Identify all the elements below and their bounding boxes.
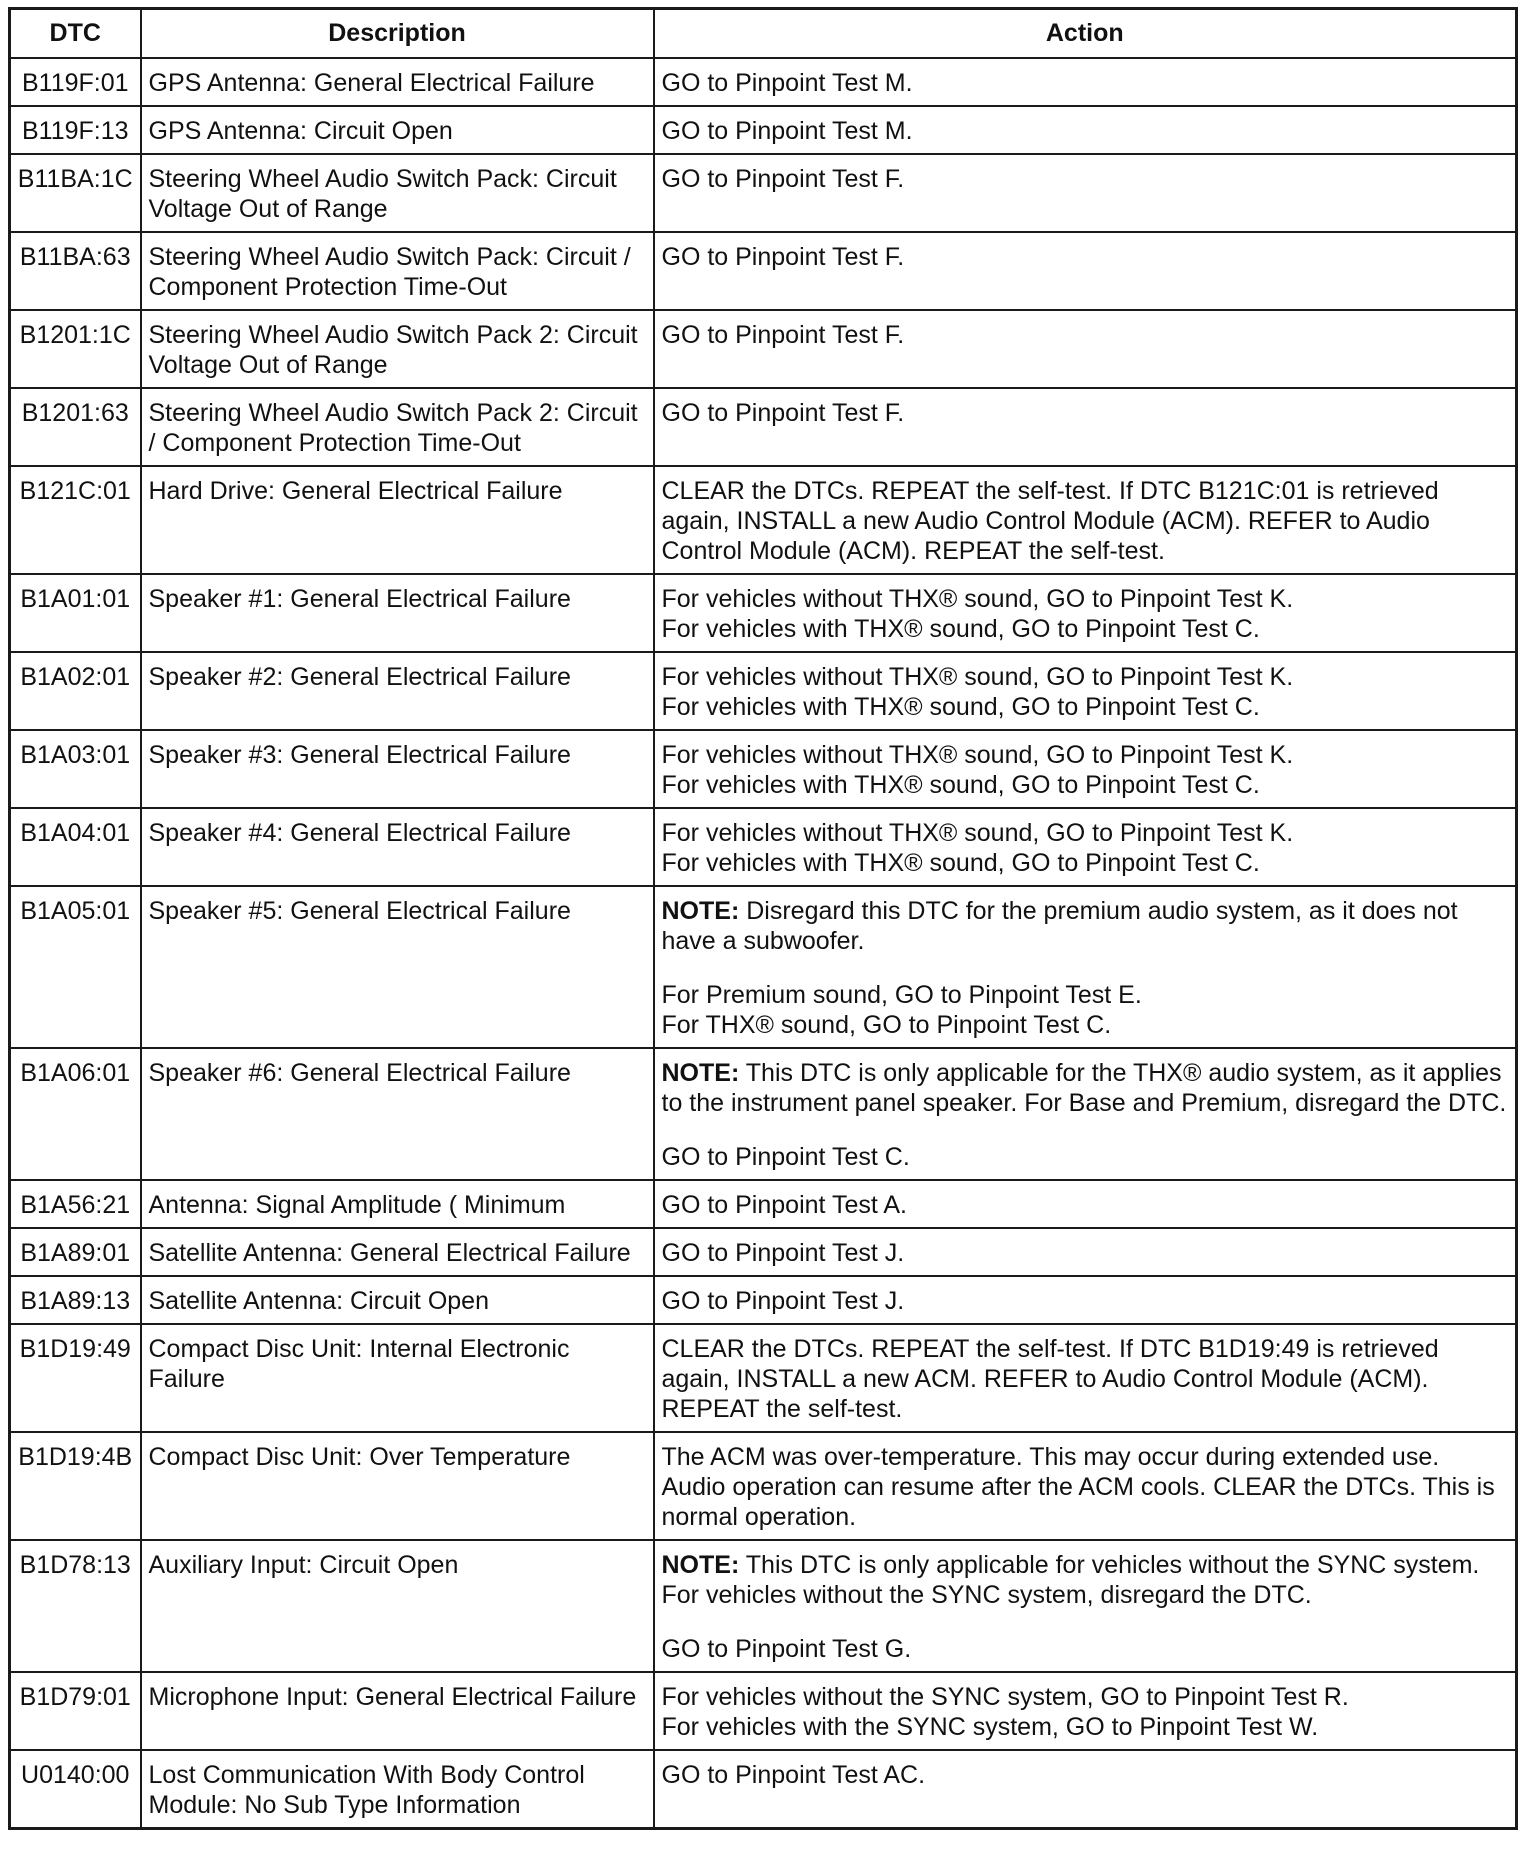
description-cell: Speaker #4: General Electrical Failure [141, 808, 654, 886]
action-paragraph [662, 1058, 1509, 1118]
header-dtc: DTC [10, 9, 141, 59]
action-cell [654, 1048, 1517, 1180]
table-row [10, 1750, 1517, 1829]
description-cell: Steering Wheel Audio Switch Pack: Circuit / Component Protection Time-Out [141, 232, 654, 310]
description-cell: GPS Antenna: General Electrical Failure [141, 58, 654, 106]
action-line: GO to Pinpoint Test A. [661, 1191, 908, 1219]
action-line: For vehicles with the SYNC system, GO to Pinpoint Test W. [661, 1713, 1319, 1741]
dtc-code-cell: B1A06:01 [10, 1048, 141, 1180]
action-line: GO to Pinpoint Test F. [661, 399, 905, 427]
action-cell [654, 574, 1517, 652]
table-header-row [10, 9, 1517, 59]
action-line: CLEAR the DTCs. REPEAT the self-test. If DTC B1D19:49 is retrieved again, INSTALL a new ACM. REFER to Audio Control Module (ACM). REPEAT the self-test. [661, 1335, 1439, 1423]
action-line: For vehicles without THX® sound, GO to Pinpoint Test K. [661, 663, 1294, 691]
action-paragraph [662, 584, 1509, 644]
dtc-code-cell: B1A05:01 [10, 886, 141, 1048]
description-cell: Hard Drive: General Electrical Failure [141, 466, 654, 574]
note-text: This DTC is only applicable for vehicles without the SYNC system. For vehicles without the SYNC system, disregard the DTC. [661, 1551, 1487, 1609]
dtc-code-cell: B1D19:49 [10, 1324, 141, 1432]
action-paragraph [662, 662, 1509, 722]
dtc-code-cell: U0140:00 [10, 1750, 141, 1829]
dtc-code-cell: B121C:01 [10, 466, 141, 574]
action-cell [654, 466, 1517, 574]
description-cell: Satellite Antenna: General Electrical Failure [141, 1228, 654, 1276]
action-paragraph [662, 896, 1509, 956]
action-cell [654, 1180, 1517, 1228]
table-row [10, 106, 1517, 154]
action-paragraph [662, 740, 1509, 800]
table-row [10, 1672, 1517, 1750]
description-cell: Speaker #6: General Electrical Failure [141, 1048, 654, 1180]
note-text: Disregard this DTC for the premium audio system, as it does not have a subwoofer. [661, 897, 1465, 955]
table-row [10, 1276, 1517, 1324]
description-cell: Antenna: Signal Amplitude ( Minimum [141, 1180, 654, 1228]
action-cell [654, 808, 1517, 886]
dtc-code-cell: B1A01:01 [10, 574, 141, 652]
action-paragraph [662, 68, 1509, 98]
action-line: GO to Pinpoint Test J. [661, 1239, 905, 1267]
table-row [10, 574, 1517, 652]
dtc-code-cell: B1A02:01 [10, 652, 141, 730]
action-line: GO to Pinpoint Test F. [661, 321, 905, 349]
action-cell [654, 1672, 1517, 1750]
table-row [10, 1432, 1517, 1540]
action-line: For vehicles without THX® sound, GO to Pinpoint Test K. [661, 585, 1294, 613]
header-description: Description [141, 9, 654, 59]
dtc-table [8, 7, 1518, 1830]
dtc-code-cell: B119F:13 [10, 106, 141, 154]
action-line: For vehicles without the SYNC system, GO to Pinpoint Test R. [661, 1683, 1349, 1711]
action-cell [654, 1432, 1517, 1540]
dtc-code-cell: B1A89:13 [10, 1276, 141, 1324]
table-row [10, 886, 1517, 1048]
action-line: For vehicles with THX® sound, GO to Pinpoint Test C. [661, 771, 1260, 799]
action-line [662, 896, 1509, 956]
action-line: For vehicles without THX® sound, GO to Pinpoint Test K. [661, 741, 1294, 769]
action-cell [654, 1276, 1517, 1324]
table-row [10, 652, 1517, 730]
action-paragraph [662, 476, 1509, 566]
action-cell [654, 886, 1517, 1048]
description-cell: Speaker #2: General Electrical Failure [141, 652, 654, 730]
description-cell: Speaker #5: General Electrical Failure [141, 886, 654, 1048]
action-line: GO to Pinpoint Test F. [661, 243, 905, 271]
dtc-code-cell: B11BA:63 [10, 232, 141, 310]
action-paragraph [662, 1550, 1509, 1610]
action-cell [654, 388, 1517, 466]
description-cell: Steering Wheel Audio Switch Pack 2: Circuit Voltage Out of Range [141, 310, 654, 388]
action-paragraph [662, 1682, 1509, 1742]
action-line: GO to Pinpoint Test G. [661, 1635, 912, 1663]
action-paragraph [662, 116, 1509, 146]
description-cell: Lost Communication With Body Control Module: No Sub Type Information [141, 1750, 654, 1829]
description-cell: GPS Antenna: Circuit Open [141, 106, 654, 154]
table-body [10, 58, 1517, 1829]
action-line: For vehicles with THX® sound, GO to Pinpoint Test C. [661, 849, 1260, 877]
action-paragraph [662, 980, 1509, 1040]
table-row [10, 58, 1517, 106]
action-paragraph [662, 1238, 1509, 1268]
table-row [10, 1324, 1517, 1432]
dtc-code-cell: B1D79:01 [10, 1672, 141, 1750]
table-row [10, 466, 1517, 574]
action-paragraph [662, 1334, 1509, 1424]
description-cell: Auxiliary Input: Circuit Open [141, 1540, 654, 1672]
action-line: For THX® sound, GO to Pinpoint Test C. [661, 1011, 1112, 1039]
action-cell [654, 58, 1517, 106]
action-cell [654, 1324, 1517, 1432]
dtc-code-cell: B1A56:21 [10, 1180, 141, 1228]
dtc-code-cell: B1A03:01 [10, 730, 141, 808]
table-row [10, 1048, 1517, 1180]
action-cell [654, 1540, 1517, 1672]
description-cell: Steering Wheel Audio Switch Pack 2: Circuit / Component Protection Time-Out [141, 388, 654, 466]
dtc-code-cell: B1A04:01 [10, 808, 141, 886]
action-line: GO to Pinpoint Test F. [661, 165, 905, 193]
action-cell [654, 730, 1517, 808]
table-row [10, 232, 1517, 310]
table-row [10, 310, 1517, 388]
action-paragraph [662, 398, 1509, 428]
action-line: For Premium sound, GO to Pinpoint Test E. [661, 981, 1142, 1009]
action-line: GO to Pinpoint Test J. [661, 1287, 905, 1315]
action-line: GO to Pinpoint Test M. [661, 117, 913, 145]
dtc-code-cell: B1D19:4B [10, 1432, 141, 1540]
action-paragraph [662, 164, 1509, 194]
action-cell [654, 232, 1517, 310]
action-paragraph [662, 1634, 1509, 1664]
action-cell [654, 154, 1517, 232]
action-line: GO to Pinpoint Test AC. [661, 1761, 926, 1789]
description-cell: Microphone Input: General Electrical Failure [141, 1672, 654, 1750]
action-paragraph [662, 1190, 1509, 1220]
action-paragraph [662, 1142, 1509, 1172]
dtc-code-cell: B1201:1C [10, 310, 141, 388]
dtc-code-cell: B11BA:1C [10, 154, 141, 232]
note-label: NOTE: [661, 897, 740, 925]
dtc-code-cell: B1D78:13 [10, 1540, 141, 1672]
table-row [10, 1540, 1517, 1672]
action-line: The ACM was over-temperature. This may occur during extended use. Audio operation can resume after the ACM cools. CLEAR the DTCs. This is normal operation. [661, 1443, 1495, 1531]
table-row [10, 808, 1517, 886]
action-paragraph [662, 320, 1509, 350]
dtc-code-cell: B1201:63 [10, 388, 141, 466]
description-cell: Speaker #3: General Electrical Failure [141, 730, 654, 808]
action-line: For vehicles without THX® sound, GO to Pinpoint Test K. [661, 819, 1294, 847]
table-row [10, 154, 1517, 232]
action-line: For vehicles with THX® sound, GO to Pinpoint Test C. [661, 693, 1260, 721]
table-row [10, 1180, 1517, 1228]
action-paragraph [662, 818, 1509, 878]
action-cell [654, 652, 1517, 730]
note-label: NOTE: [661, 1059, 740, 1087]
description-cell: Steering Wheel Audio Switch Pack: Circuit Voltage Out of Range [141, 154, 654, 232]
action-paragraph [662, 1286, 1509, 1316]
action-paragraph [662, 1442, 1509, 1532]
action-line: CLEAR the DTCs. REPEAT the self-test. If DTC B121C:01 is retrieved again, INSTALL a new Audio Control Module (ACM). REFER to Audio Control Module (ACM). REPEAT the self-test. [661, 477, 1439, 565]
action-line [662, 1550, 1509, 1610]
note-text: This DTC is only applicable for the THX® audio system, as it applies to the instrument panel speaker. For Base and Premium, disregard the DTC. [661, 1059, 1509, 1117]
description-cell: Satellite Antenna: Circuit Open [141, 1276, 654, 1324]
dtc-code-cell: B1A89:01 [10, 1228, 141, 1276]
action-line: For vehicles with THX® sound, GO to Pinpoint Test C. [661, 615, 1260, 643]
description-cell: Compact Disc Unit: Over Temperature [141, 1432, 654, 1540]
description-cell: Compact Disc Unit: Internal Electronic Failure [141, 1324, 654, 1432]
dtc-table-container [8, 7, 1518, 1830]
header-action: Action [654, 9, 1517, 59]
action-paragraph [662, 1760, 1509, 1790]
note-label: NOTE: [661, 1551, 740, 1579]
action-cell [654, 106, 1517, 154]
action-line: GO to Pinpoint Test M. [661, 69, 913, 97]
action-cell [654, 1750, 1517, 1829]
dtc-code-cell: B119F:01 [10, 58, 141, 106]
table-row [10, 730, 1517, 808]
action-cell [654, 1228, 1517, 1276]
action-paragraph [662, 242, 1509, 272]
table-row [10, 1228, 1517, 1276]
table-row [10, 388, 1517, 466]
action-line: GO to Pinpoint Test C. [661, 1143, 910, 1171]
action-cell [654, 310, 1517, 388]
action-line [662, 1058, 1509, 1118]
description-cell: Speaker #1: General Electrical Failure [141, 574, 654, 652]
